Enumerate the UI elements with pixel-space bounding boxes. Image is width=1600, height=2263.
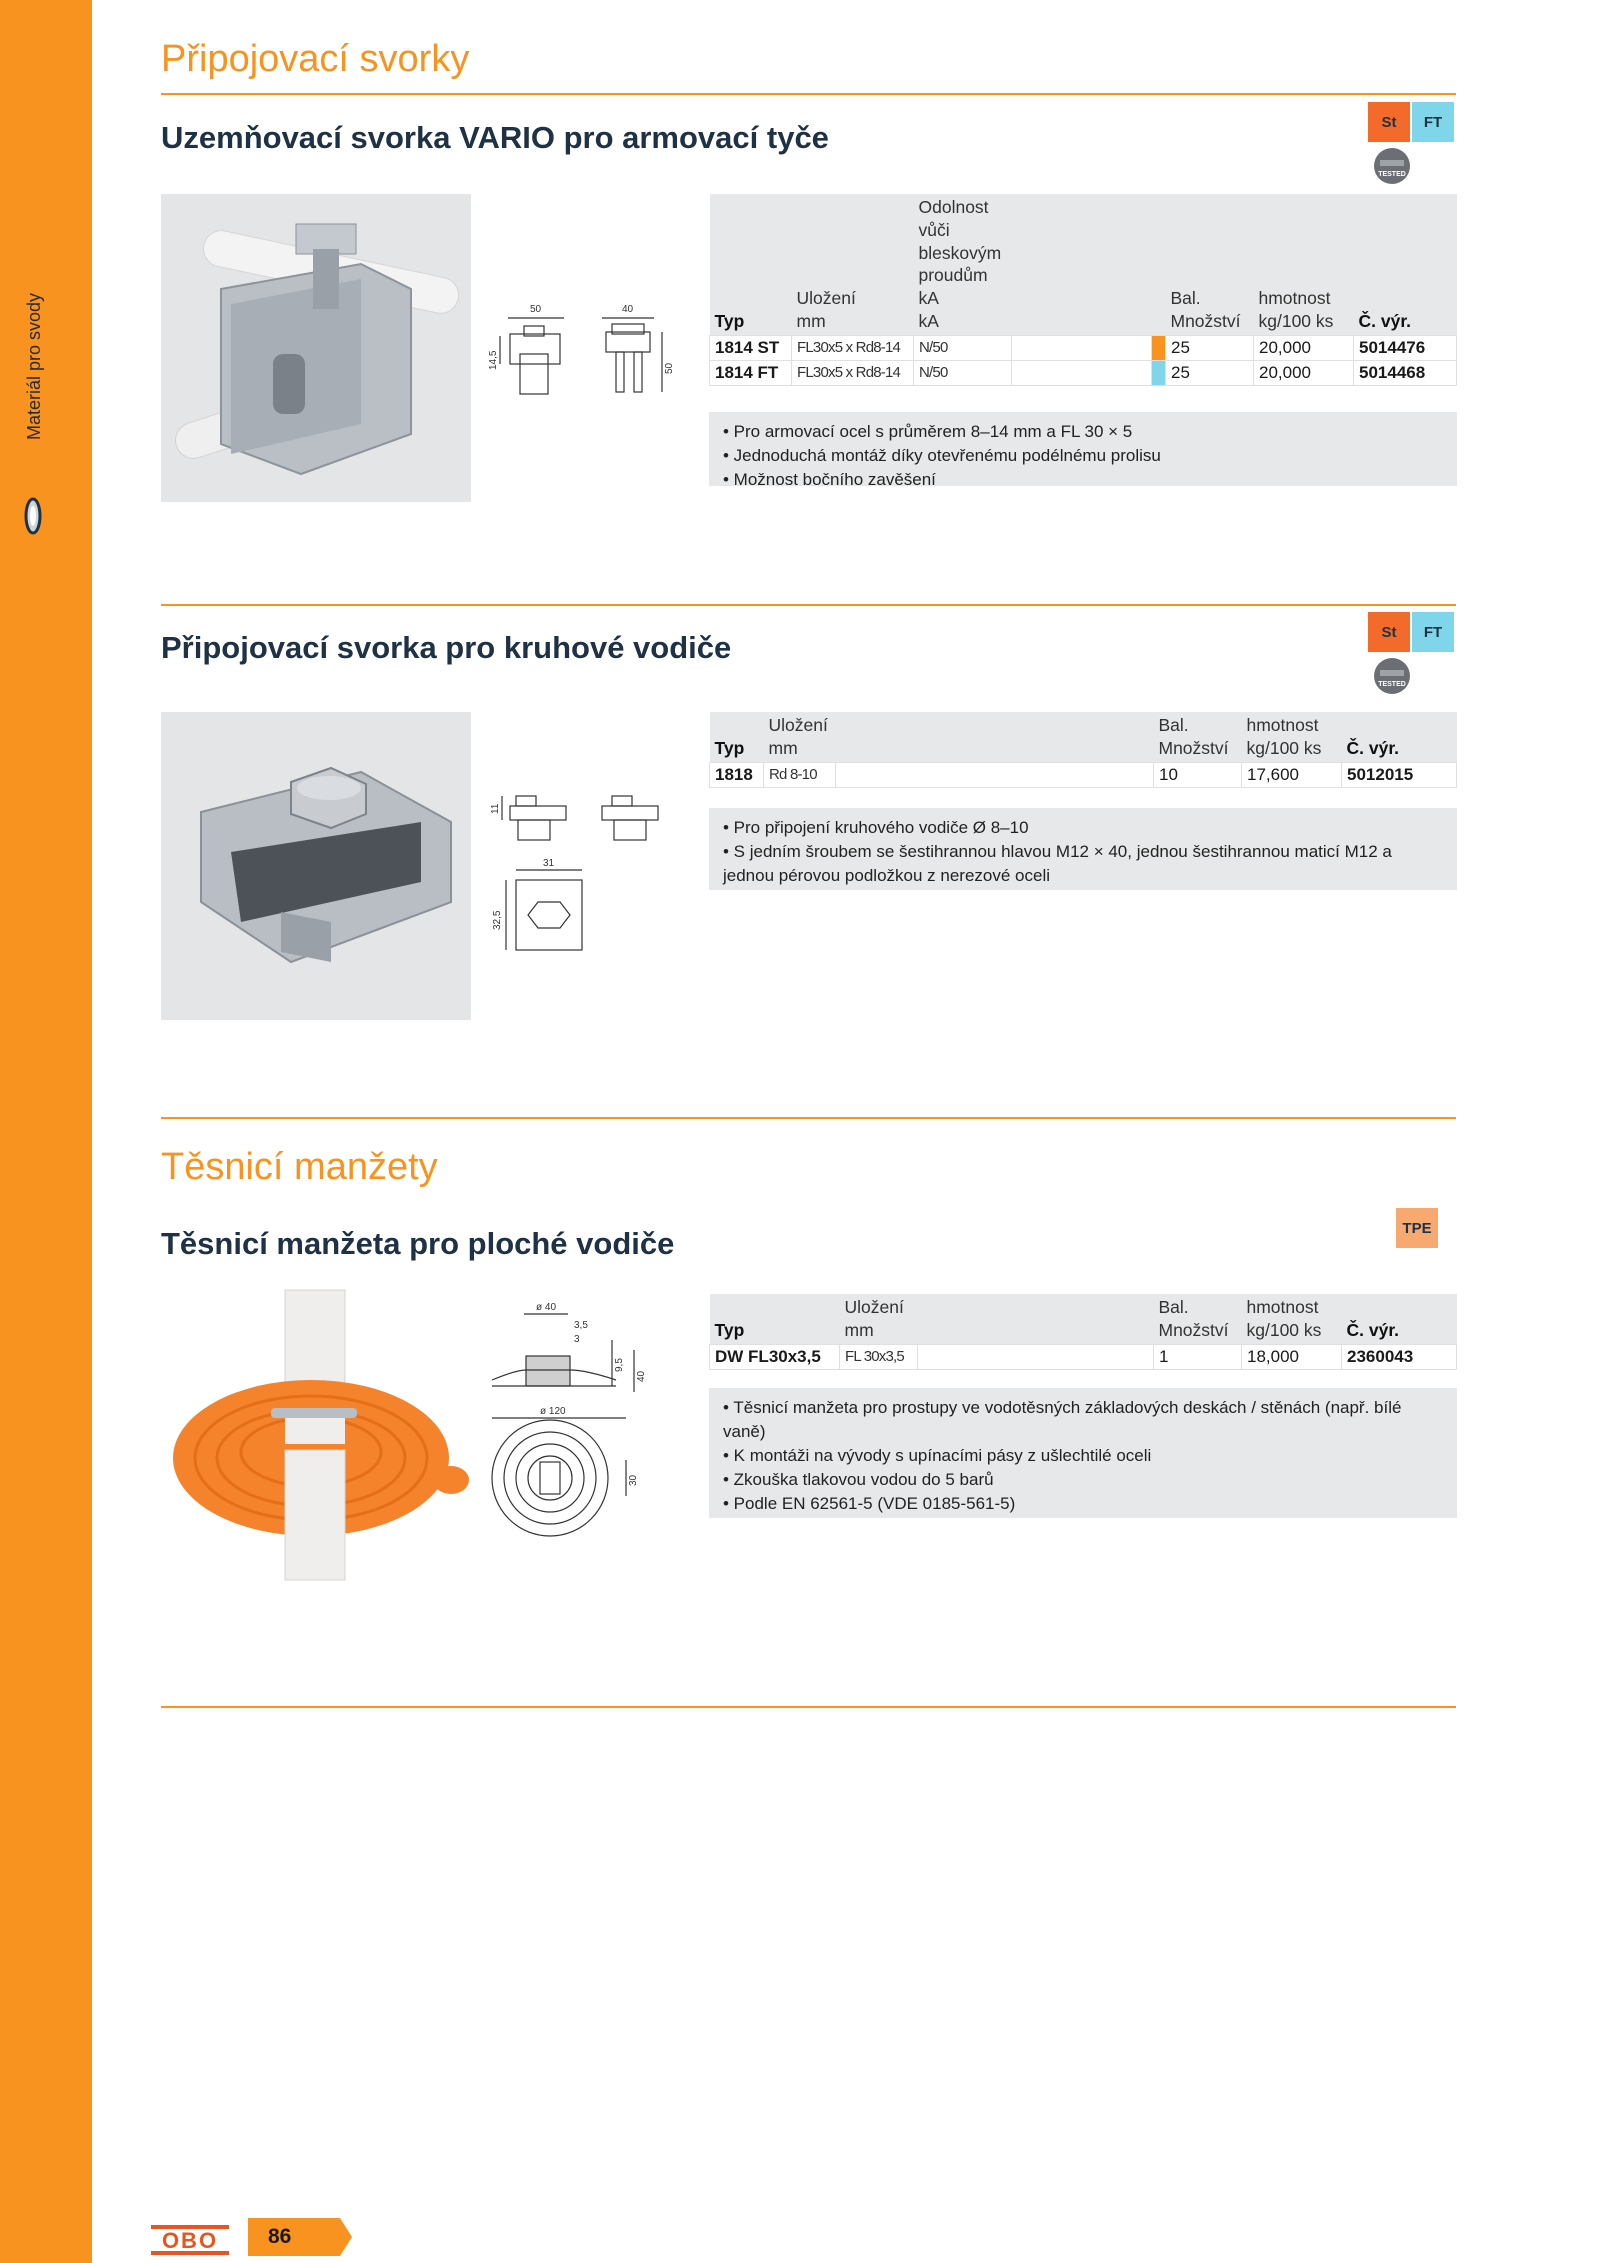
table-row: 1814 ST FL30x5 x Rd8-14 N/50 25 20,000 5014476: [710, 335, 1457, 360]
product-photo-round-clamp: [161, 712, 471, 1020]
technical-drawing-vario: [486, 296, 696, 406]
svg-text:TESTED: TESTED: [1378, 171, 1406, 178]
material-badge-tpe: TPE: [1396, 1208, 1438, 1248]
header-odolnost: Odolnost vůči bleskovým proudům kA kA: [914, 194, 1012, 335]
svg-text:OBO: OBO: [161, 2228, 219, 2253]
sidebar: [0, 0, 92, 2263]
divider: [161, 93, 1456, 95]
note-item: • Podle EN 62561-5 (VDE 0185-561-5): [723, 1494, 1016, 1513]
page-number-tab: [248, 2218, 352, 2256]
section-title-1: Uzemňovací svorka VARIO pro armovací tyče: [161, 120, 829, 155]
header-typ: Typ: [710, 712, 764, 762]
note-item: • Pro připojení kruhového vodiče Ø 8–10: [723, 818, 1029, 837]
note-item: • Jednoduchá montáž díky otevřenému podélnému prolisu: [723, 446, 1161, 465]
divider: [161, 1706, 1456, 1708]
svg-text:40: 40: [636, 1370, 647, 1382]
table-row: 1818 Rd 8-10 10 17,600 5012015: [710, 762, 1457, 787]
category-title-2: Těsnicí manžety: [161, 1146, 438, 1188]
divider: [161, 1117, 1456, 1119]
svg-text:31: 31: [543, 858, 555, 869]
material-badge-ft: FT: [1412, 102, 1454, 142]
sidebar-label: Materiál pro svody: [24, 292, 44, 440]
header-cislo: Č. výr.: [1342, 1294, 1457, 1344]
product-photo-vario-clamp: [161, 194, 471, 502]
svg-text:32,5: 32,5: [492, 910, 503, 930]
header-bal: Bal. Množství: [1166, 194, 1254, 335]
header-ulozeni: Uložení mm: [792, 194, 914, 335]
svg-text:3,5: 3,5: [574, 1320, 588, 1331]
header-hmotnost: hmotnost kg/100 ks: [1242, 1294, 1342, 1344]
svg-text:30: 30: [628, 1474, 639, 1486]
spec-table-1: [709, 194, 1457, 386]
svg-text:14,5: 14,5: [488, 350, 499, 370]
category-title-1: Připojovací svorky: [161, 38, 470, 80]
header-hmotnost: hmotnost kg/100 ks: [1254, 194, 1354, 335]
section-title-3: Těsnicí manžeta pro ploché vodiče: [161, 1226, 675, 1261]
obo-logo: [150, 2224, 230, 2256]
divider: [161, 604, 1456, 606]
svg-text:TESTED: TESTED: [1378, 681, 1406, 688]
note-item: • S jedním šroubem se šestihrannou hlavou M12 × 40, jednou šestihrannou maticí M12 a jednou pérovou podložkou z nerezové oceli: [723, 842, 1392, 885]
notes-panel-1: [709, 412, 1457, 489]
svg-text:50: 50: [664, 362, 675, 374]
technical-drawing-round-clamp: [486, 784, 686, 964]
note-item: • K montáži na vývody s upínacími pásy z ušlechtilé oceli: [723, 1446, 1152, 1465]
svg-text:40: 40: [622, 304, 634, 315]
table-row: 1814 FT FL30x5 x Rd8-14 N/50 25 20,000 5014468: [710, 360, 1457, 385]
svg-text:11: 11: [490, 803, 501, 814]
product-photo-sealing-sleeve: [161, 1280, 471, 1588]
vde-tested-icon: [1372, 146, 1412, 186]
svg-text:ø 40: ø 40: [536, 1302, 557, 1313]
vde-tested-icon: [1372, 656, 1412, 696]
table-row: DW FL30x3,5 FL 30x3,5 1 18,000 2360043: [710, 1344, 1457, 1369]
material-badge-st: St: [1368, 612, 1410, 652]
section-title-2: Připojovací svorka pro kruhové vodiče: [161, 630, 732, 665]
header-hmotnost: hmotnost kg/100 ks: [1242, 712, 1342, 762]
svg-text:ø 120: ø 120: [540, 1406, 566, 1417]
header-bal: Bal. Množství: [1154, 712, 1242, 762]
header-typ: Typ: [710, 1294, 840, 1344]
header-typ: Typ: [710, 194, 792, 335]
page-number: 86: [268, 2225, 292, 2248]
material-badge-st: St: [1368, 102, 1410, 142]
note-item: • Možnost bočního zavěšení: [723, 470, 936, 489]
notes-panel-3: [709, 1388, 1457, 1518]
header-bal: Bal. Množství: [1154, 1294, 1242, 1344]
technical-drawing-sealing-sleeve: [486, 1300, 686, 1560]
note-item: • Těsnicí manžeta pro prostupy ve vodotěsných základových deskách / stěnách (např. bílé vaně): [723, 1398, 1402, 1441]
notes-panel-2: [709, 808, 1457, 890]
color-marker-ft: [1152, 360, 1166, 385]
header-cislo: Č. výr.: [1342, 712, 1457, 762]
svg-text:3: 3: [574, 1334, 580, 1345]
spec-table-2: [709, 712, 1457, 788]
spec-table-3: [709, 1294, 1457, 1370]
note-item: • Pro armovací ocel s průměrem 8–14 mm a FL 30 × 5: [723, 422, 1133, 441]
header-ulozeni: Uložení mm: [764, 712, 836, 762]
color-marker-st: [1152, 335, 1166, 360]
svg-text:9,5: 9,5: [614, 1358, 625, 1372]
header-ulozeni: Uložení mm: [840, 1294, 918, 1344]
svg-text:50: 50: [530, 304, 542, 315]
material-badge-ft: FT: [1412, 612, 1454, 652]
side-clamp-icon: [22, 495, 44, 537]
note-item: • Zkouška tlakovou vodou do 5 barů: [723, 1470, 994, 1489]
header-cislo: Č. výr.: [1354, 194, 1457, 335]
